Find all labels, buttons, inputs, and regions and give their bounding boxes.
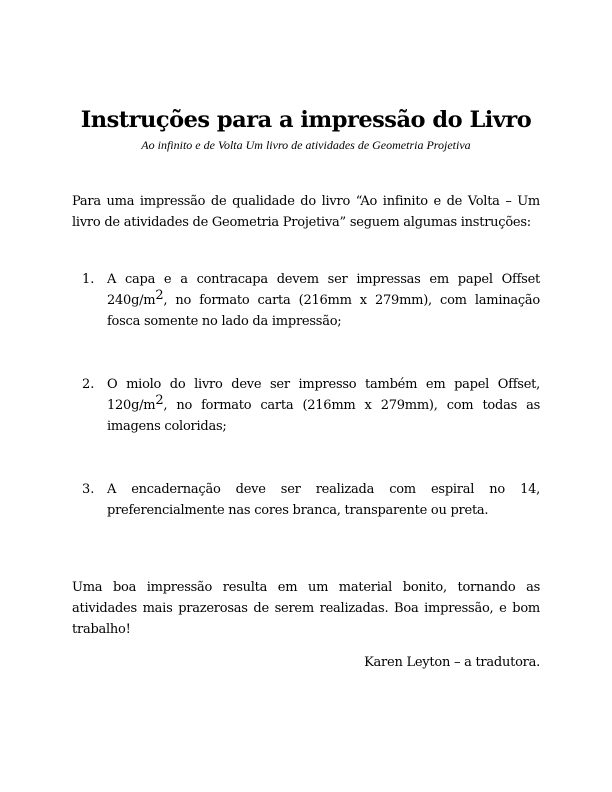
unit-superscript: 2 xyxy=(155,288,164,303)
list-item-text-part: A capa e a contracapa devem ser impressas em papel Offset 240g/m xyxy=(107,272,540,308)
list-item-text: A encadernação deve ser realizada com espiral no 14, preferencialmente nas cores branca, transparente ou preta. xyxy=(107,482,540,518)
list-item-number: 1. xyxy=(82,272,95,287)
document-page xyxy=(72,0,540,792)
closing-paragraph: Uma boa impressão resulta em um material bonito, tornando as atividades mais prazerosas de serem realizadas. Boa impressão, e bom trabalho! xyxy=(72,580,540,637)
list-item-text xyxy=(107,269,540,332)
list-item-text-part: , no formato carta (216mm x 279mm), com todas as imagens coloridas; xyxy=(107,398,540,434)
list-item-number: 2. xyxy=(82,377,95,392)
document-subtitle: Ao infinito e de Volta Um livro de atividades de Geometria Projetiva xyxy=(141,138,471,152)
signature: Karen Leyton – a tradutora. xyxy=(364,655,540,670)
unit-superscript: 2 xyxy=(155,393,164,408)
list-item-text xyxy=(107,374,540,437)
intro-paragraph: Para uma impressão de qualidade do livro “Ao infinito e de Volta – Um livro de atividades de Geometria Projetiva” seguem algumas instruções: xyxy=(72,194,540,230)
list-item-text-part: O miolo do livro deve ser impresso também em papel Offset, 120g/m xyxy=(107,377,540,413)
document-title: Instruções para a impressão do Livro xyxy=(80,107,532,133)
list-item-text-part: , no formato carta (216mm x 279mm), com laminação fosca somente no lado da impressão; xyxy=(107,293,540,329)
list-item-number: 3. xyxy=(82,482,95,497)
